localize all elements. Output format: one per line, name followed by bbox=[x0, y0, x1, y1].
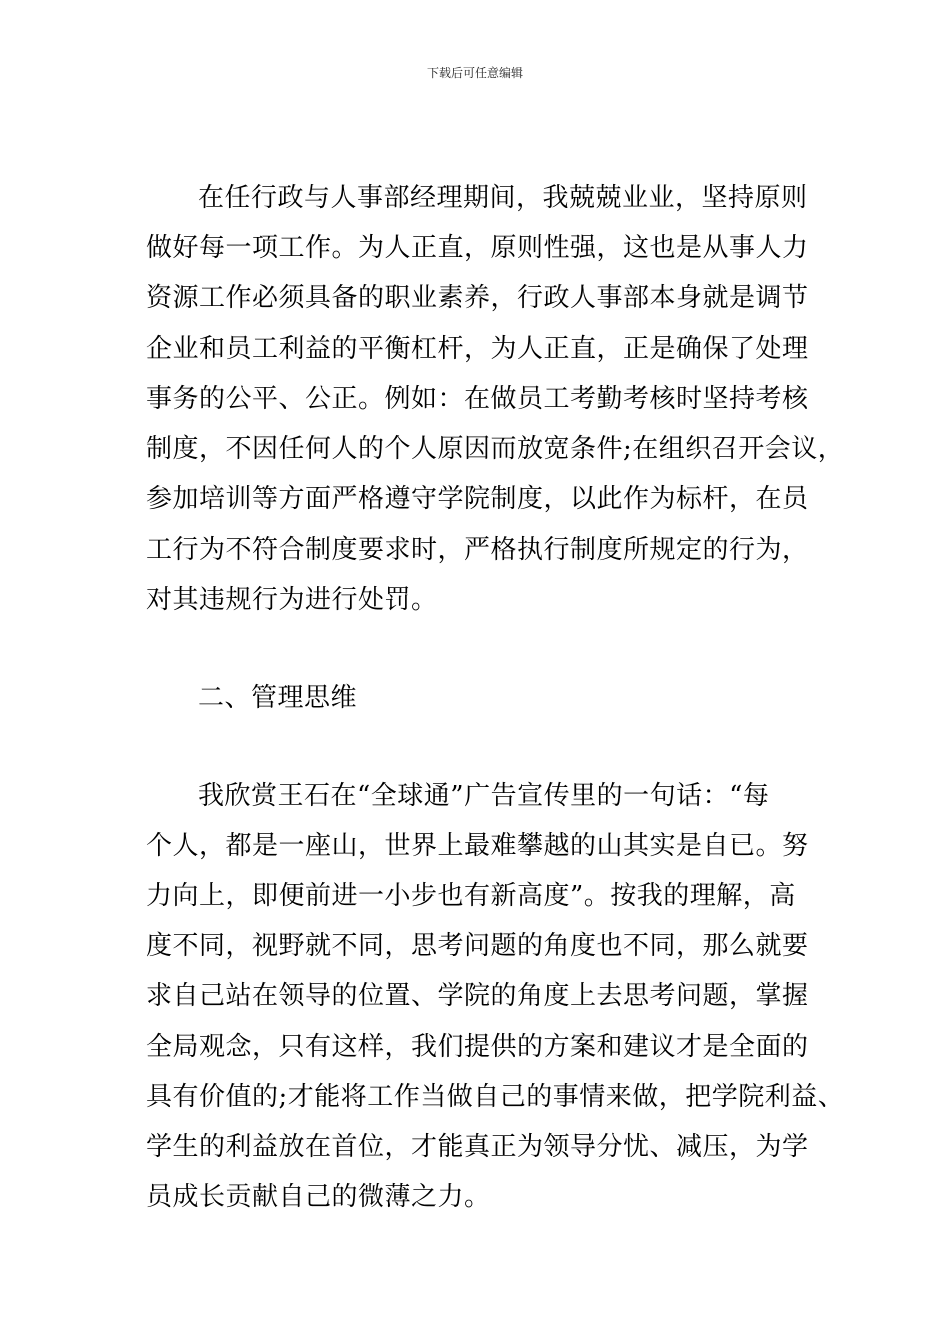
paragraph-line: 学生的利益放在首位，才能真正为领导分忧、减压，为学 bbox=[146, 1132, 809, 1162]
paragraph-line: 对其违规行为进行处罚。 bbox=[146, 585, 438, 615]
paragraph-line: 资源工作必须具备的职业素养，行政人事部本身就是调节 bbox=[146, 283, 809, 313]
paragraph-line: 事务的公平、公正。例如：在做员工考勤考核时坚持考核 bbox=[146, 384, 809, 414]
paragraph-line: 全局观念，只有这样，我们提供的方案和建议才是全面的 bbox=[146, 1032, 809, 1062]
paragraph-line: 工行为不符合制度要求时，严格执行制度所规定的行为， bbox=[146, 535, 809, 565]
section-heading: 二、管理思维 bbox=[198, 683, 358, 713]
paragraph-line: 员成长贡献自己的微薄之力。 bbox=[146, 1182, 491, 1212]
paragraph-line: 在任行政与人事部经理期间，我兢兢业业，坚持原则 bbox=[198, 183, 808, 213]
paragraph-line: 做好每一项工作。为人正直，原则性强，这也是从事人力 bbox=[146, 233, 809, 263]
paragraph-line: 度不同，视野就不同，思考问题的角度也不同，那么就要 bbox=[146, 931, 809, 961]
paragraph-line: 制度，不因任何人的个人原因而放宽条件;在组织召开会议， bbox=[146, 434, 845, 464]
paragraph-line: 求自己站在领导的位置、学院的角度上去思考问题，掌握 bbox=[146, 981, 809, 1011]
page-header: 下载后可任意编辑 bbox=[426, 66, 523, 80]
paragraph-line: 力向上，即便前进一小步也有新高度”。按我的理解，高 bbox=[146, 881, 796, 911]
paragraph-line: 个人，都是一座山，世界上最难攀越的山其实是自已。努 bbox=[146, 831, 809, 861]
paragraph-line: 企业和员工利益的平衡杠杆，为人正直，正是确保了处理 bbox=[146, 334, 809, 364]
paragraph-line: 具有价值的;才能将工作当做自己的事情来做，把学院利益、 bbox=[146, 1082, 845, 1112]
paragraph-line: 我欣赏王石在“全球通”广告宣传里的一句话：“每 bbox=[198, 781, 770, 811]
paragraph-line: 参加培训等方面严格遵守学院制度，以此作为标杆，在员 bbox=[146, 484, 809, 514]
